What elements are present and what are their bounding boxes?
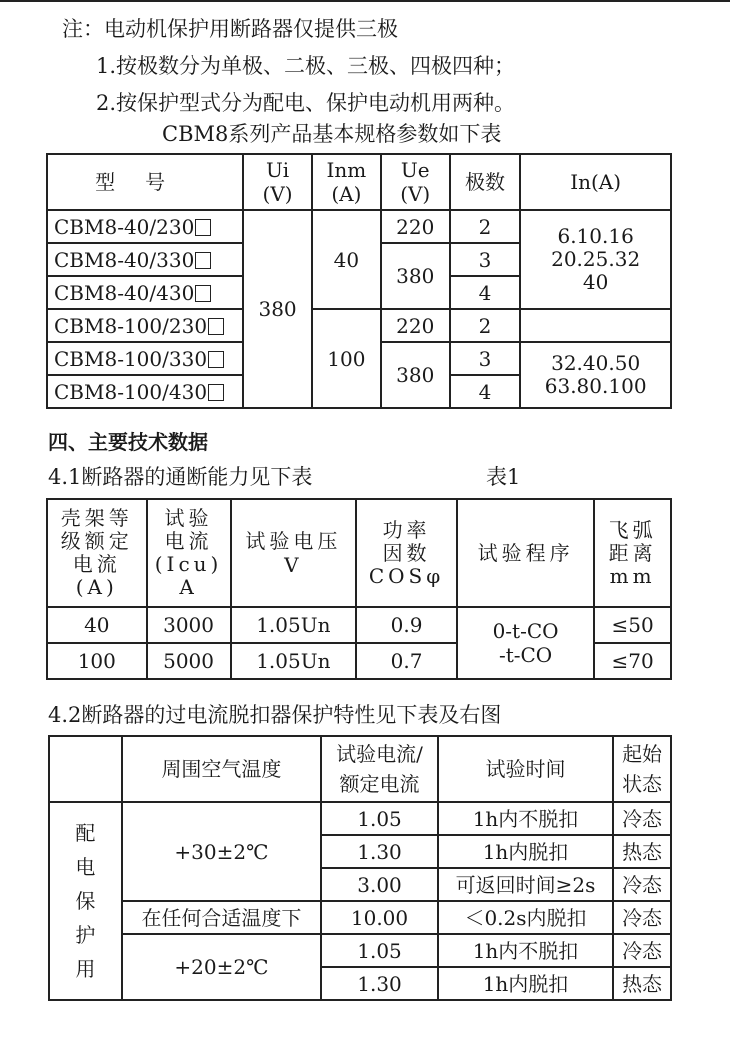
ue-value: 380 — [381, 342, 450, 408]
checkbox-square-icon — [208, 351, 224, 368]
state-value: 冷态 — [613, 934, 671, 967]
ue-value: 220 — [381, 210, 450, 243]
checkbox-square-icon — [208, 318, 224, 335]
section-4-title: 四、主要技术数据 — [48, 430, 208, 454]
trip-table — [48, 735, 672, 1001]
checkbox-square-icon — [208, 384, 224, 401]
pf-value: 0.7 — [356, 643, 457, 679]
poles-value: 3 — [450, 342, 521, 375]
header-model: 型号 — [47, 154, 243, 210]
time-value: ＜0.2s内脱扣 — [438, 901, 613, 934]
header-initial-state: 起始 状态 — [613, 736, 671, 802]
state-value: 冷态 — [613, 901, 671, 934]
header-ue: Ue (V) — [381, 154, 450, 210]
temp-20: +20±2℃ — [122, 934, 321, 1000]
frame-value: 100 — [47, 643, 147, 679]
in-group-2: 32.40.50 63.80.100 — [520, 342, 671, 408]
category-distribution: 配 电 保 护 用 — [49, 802, 122, 1000]
header-power-factor: 功率 因数 COSφ — [356, 499, 457, 607]
poles-value: 4 — [450, 375, 521, 408]
time-value: 可返回时间≥2s — [438, 868, 613, 901]
note-item-1: 1.按极数分为单极、二极、三极、四极四种； — [96, 54, 516, 78]
header-test-sequence: 试验程序 — [457, 499, 594, 607]
spec-table-title: CBM8系列产品基本规格参数如下表 — [162, 122, 502, 146]
table-1-label: 表1 — [486, 465, 521, 489]
temp-30: +30±2℃ — [122, 802, 321, 901]
header-test-voltage: 试验电压 V — [231, 499, 357, 607]
icu-value: 5000 — [147, 643, 231, 679]
checkbox-square-icon — [195, 285, 211, 302]
voltage-value: 1.05Un — [231, 643, 357, 679]
model-cell: CBM8-100/430 — [47, 375, 243, 408]
sequence-value: 0-t-CO -t-CO — [457, 607, 594, 679]
header-ui: Ui (V) — [243, 154, 312, 210]
model-cell: CBM8-40/230 — [47, 210, 243, 243]
inm-value: 100 — [312, 309, 381, 408]
checkbox-square-icon — [195, 219, 211, 236]
time-value: 1h内不脱扣 — [438, 802, 613, 835]
model-cell: CBM8-40/330 — [47, 243, 243, 276]
checkbox-square-icon — [195, 252, 211, 269]
pf-value: 0.9 — [356, 607, 457, 643]
header-category-empty — [49, 736, 122, 802]
section-4-1-title: 4.1断路器的通断能力见下表 — [48, 465, 313, 489]
icu-value: 3000 — [147, 607, 231, 643]
ratio-value: 10.00 — [321, 901, 438, 934]
note-item-2: 2.按保护型式分为配电、保护电动机用两种。 — [96, 91, 516, 115]
top-rule — [0, 0, 730, 2]
time-value: 1h内脱扣 — [438, 967, 613, 1000]
header-poles: 极数 — [450, 154, 521, 210]
model-cell: CBM8-100/230 — [47, 309, 243, 342]
voltage-value: 1.05Un — [231, 607, 357, 643]
ratio-value: 1.30 — [321, 835, 438, 868]
ue-value: 220 — [381, 309, 450, 342]
header-test-current: 试验 电流 (Icu) A — [147, 499, 231, 607]
ue-value: 380 — [381, 243, 450, 309]
temp-any: 在任何合适温度下 — [122, 901, 321, 934]
note-line: 注：电动机保护用断路器仅提供三极 — [62, 17, 398, 41]
state-value: 冷态 — [613, 802, 671, 835]
ratio-value: 1.30 — [321, 967, 438, 1000]
header-arc-distance: 飞弧 距离 mm — [594, 499, 671, 607]
state-value: 热态 — [613, 967, 671, 1000]
header-test-time: 试验时间 — [438, 736, 613, 802]
in-empty — [520, 309, 671, 342]
arc-value: ≤70 — [594, 643, 671, 679]
breaking-table — [46, 498, 672, 680]
header-inm: Inm (A) — [312, 154, 381, 210]
state-value: 热态 — [613, 835, 671, 868]
header-in: In(A) — [520, 154, 671, 210]
state-value: 冷态 — [613, 868, 671, 901]
header-test-current-ratio: 试验电流/ 额定电流 — [321, 736, 438, 802]
arc-value: ≤50 — [594, 607, 671, 643]
spec-table — [46, 153, 672, 409]
section-4-2-title: 4.2断路器的过电流脱扣器保护特性见下表及右图 — [48, 703, 502, 727]
model-cell: CBM8-100/330 — [47, 342, 243, 375]
time-value: 1h内不脱扣 — [438, 934, 613, 967]
time-value: 1h内脱扣 — [438, 835, 613, 868]
poles-value: 2 — [450, 210, 521, 243]
ratio-value: 1.05 — [321, 934, 438, 967]
ui-value: 380 — [243, 210, 312, 408]
header-frame-current: 壳架等 级额定 电流 (A) — [47, 499, 147, 607]
inm-value: 40 — [312, 210, 381, 309]
ratio-value: 3.00 — [321, 868, 438, 901]
poles-value: 2 — [450, 309, 521, 342]
model-cell: CBM8-40/430 — [47, 276, 243, 309]
frame-value: 40 — [47, 607, 147, 643]
poles-value: 4 — [450, 276, 521, 309]
ratio-value: 1.05 — [321, 802, 438, 835]
in-group-1: 6.10.16 20.25.32 40 — [520, 210, 671, 309]
header-ambient-temp: 周围空气温度 — [122, 736, 321, 802]
poles-value: 3 — [450, 243, 521, 276]
